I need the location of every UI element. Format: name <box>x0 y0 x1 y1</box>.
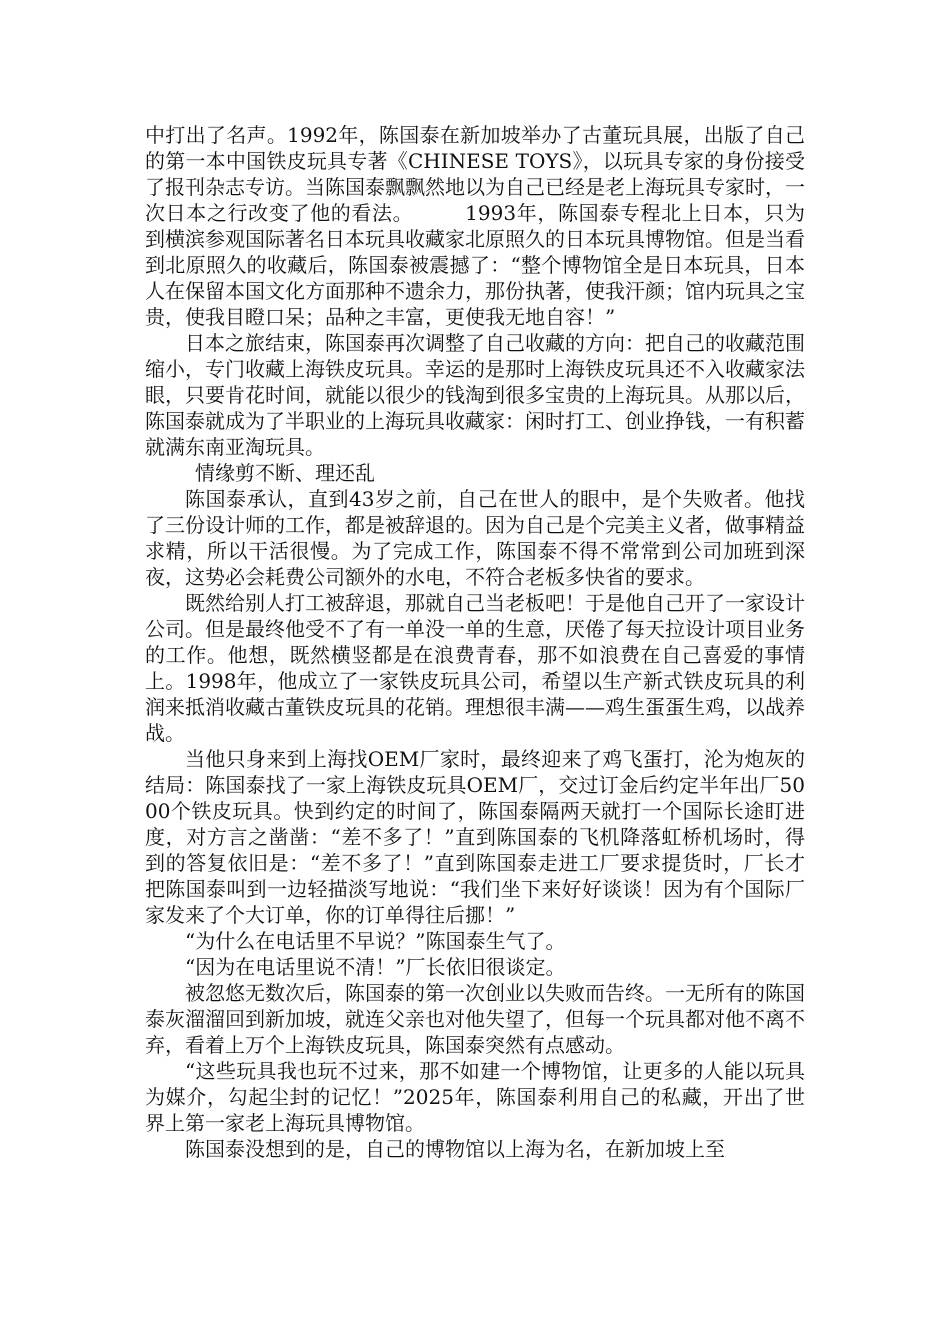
paragraph: 被忽悠无数次后，陈国泰的第一次创业以失败而告终。一无所有的陈国泰灰溜溜回到新加坡，就连父亲也对他失望了，但每一个玩具都对他不离不弃，看着上万个上海铁皮玩具，陈国泰突然有点感动。 <box>145 981 805 1057</box>
section-heading: 情缘剪不断、理还乱 <box>195 461 375 485</box>
paragraph: 陈国泰承认，直到43岁之前，自己在世人的眼中，是个失败者。他找了三份设计师的工作，都是被辞退的。因为自己是个完美主义者，做事精益求精，所以干活很慢。为了完成工作，陈国泰不得不常常到公司加班到深夜，这势必会耗费公司额外的水电，不符合老板多快省的要求。 <box>145 487 805 589</box>
paragraph: 中打出了名声。1992年，陈国泰在新加坡举办了古董玩具展，出版了自己的第一本中国铁皮玩具专著《CHINESE TOYS》，以玩具专家的身份接受了报刊杂志专访。当陈国泰飘飘然地以为自己已经是老上海玩具专家时，一次日本之行改变了他的看法。 1993年，陈国泰专程北上日本，只为到横滨参观国际著名日本玩具收藏家北原照久的日本玩具博物馆。但是当看到北原照久的收藏后，陈国泰被震撼了：“整个博物馆全是日本玩具，日本人在保留本国文化方面那种不遗余力，那份执著，使我汗颜；馆内玩具之宝贵，使我目瞪口呆；品种之丰富，更使我无地自容！” <box>145 123 805 329</box>
paragraph: 日本之旅结束，陈国泰再次调整了自己收藏的方向：把自己的收藏范围缩小，专门收藏上海铁皮玩具。幸运的是那时上海铁皮玩具还不入收藏家法眼，只要肯花时间，就能以很少的钱淘到很多宝贵的上海玩具。从那以后，陈国泰就成为了半职业的上海玩具收藏家：闲时打工、创业挣钱，一有积蓄就满东南亚淘玩具。 <box>145 331 805 459</box>
paragraph: 既然给别人打工被辞退，那就自己当老板吧！于是他自己开了一家设计公司。但是最终他受不了有一单没一单的生意，厌倦了每天拉设计项目业务的工作。他想，既然横竖都是在浪费青春，那不如浪费在自己喜爱的事情上。1998年，他成立了一家铁皮玩具公司，希望以生产新式铁皮玩具的利润来抵消收藏古董铁皮玩具的花销。理想很丰满——鸡生蛋蛋生鸡，以战养战。 <box>145 591 805 745</box>
paragraph: “因为在电话里说不清！”厂长依旧很谈定。 <box>185 955 566 979</box>
paragraph: “这些玩具我也玩不过来，那不如建一个博物馆，让更多的人能以玩具为媒介，勾起尘封的记忆！”2025年，陈国泰利用自己的私藏，开出了世界上第一家老上海玩具博物馆。 <box>145 1059 805 1135</box>
paragraph: 当他只身来到上海找OEM厂家时，最终迎来了鸡飞蛋打，沦为炮灰的结局：陈国泰找了一家上海铁皮玩具OEM厂，交过订金后约定半年出厂5000个铁皮玩具。快到约定的时间了，陈国泰隔两天就打一个国际长途盯进度，对方言之凿凿：“差不多了！”直到陈国泰的飞机降落虹桥机场时，得到的答复依旧是：“差不多了！”直到陈国泰走进工厂要求提货时，厂长才把陈国泰叫到一边轻描淡写地说：“我们坐下来好好谈谈！因为有个国际厂家发来了个大订单，你的订单得往后挪！” <box>145 747 805 927</box>
paragraph: 陈国泰没想到的是，自己的博物馆以上海为名，在新加坡上至 <box>185 1137 725 1161</box>
paragraph: “为什么在电话里不早说？”陈国泰生气了。 <box>185 929 566 953</box>
article-body <box>145 122 805 1162</box>
